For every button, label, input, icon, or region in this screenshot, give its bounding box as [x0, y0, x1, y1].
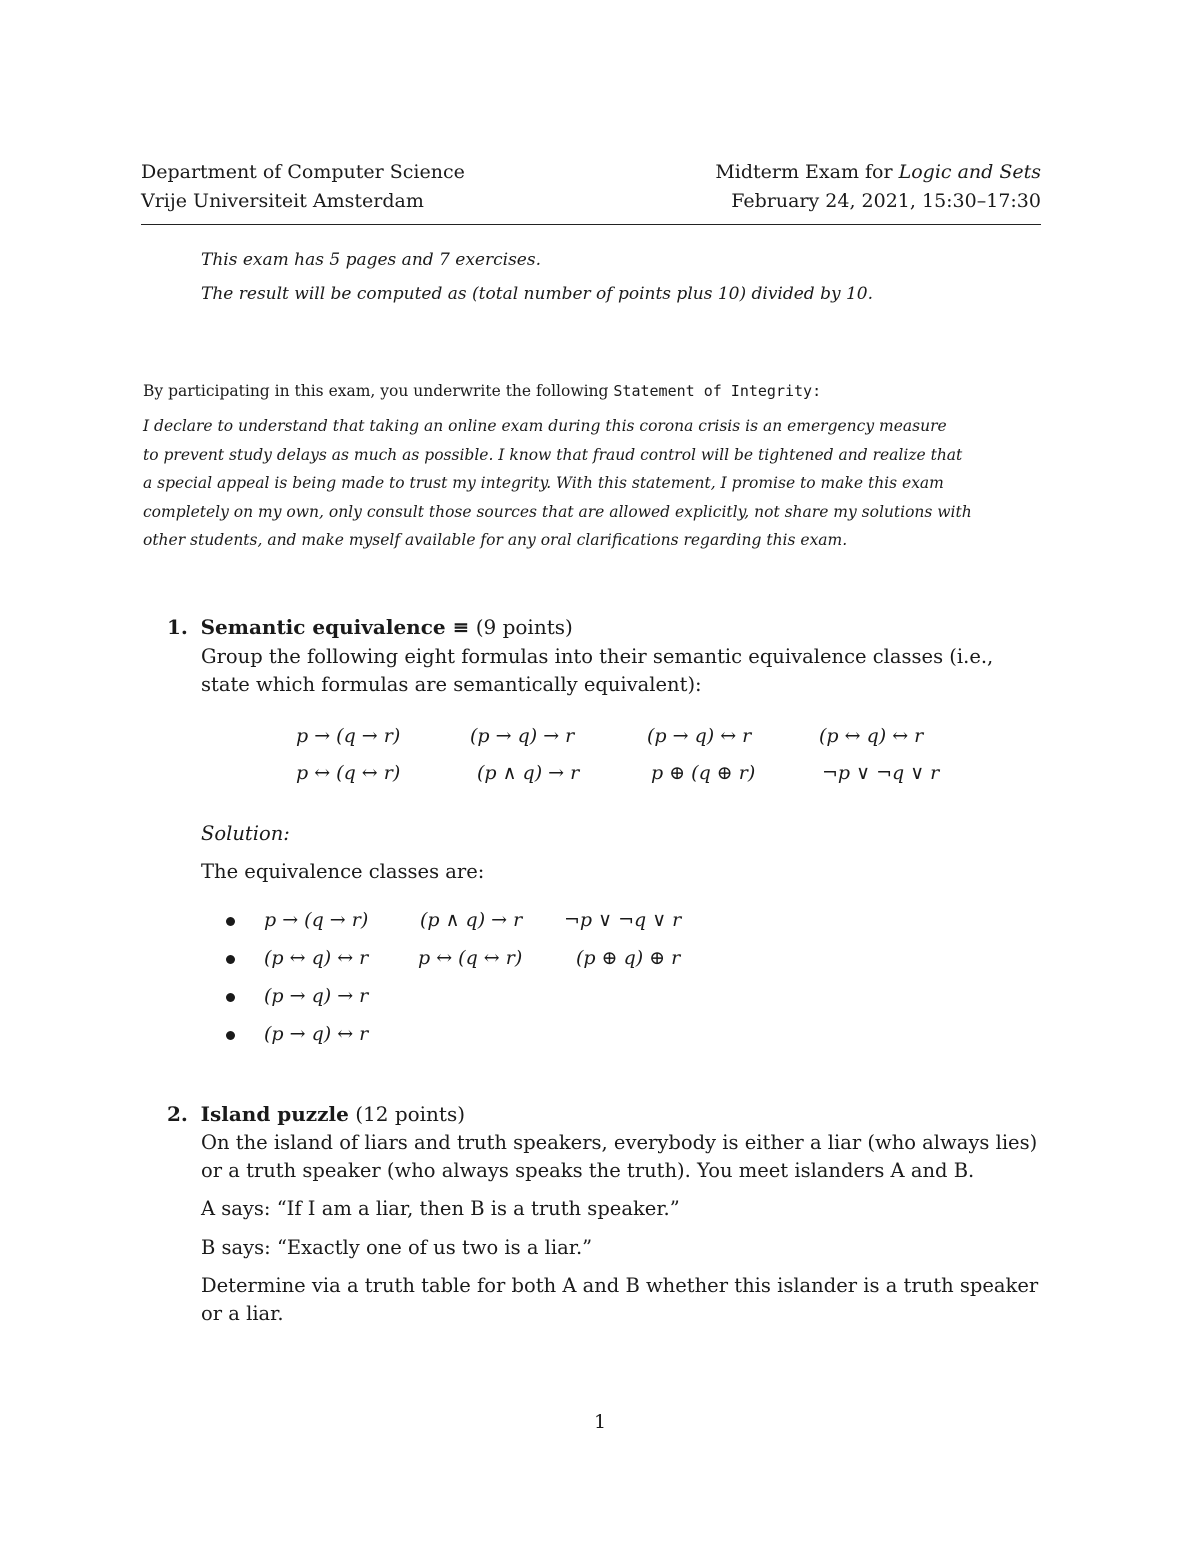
bullet	[226, 955, 235, 964]
statement-label: Statement of Integrity:	[613, 382, 822, 400]
solution-label: Solution:	[201, 822, 290, 845]
q2-title	[167, 1102, 465, 1126]
formula: (p → q) → r	[470, 725, 575, 747]
intro-line-1: This exam has 5 pages and 7 exercises.	[201, 250, 541, 270]
q2-a-says: A says: “If I am a liar, then B is a truth speaker.”	[201, 1197, 680, 1220]
formula: (p ∧ q) → r	[477, 762, 580, 784]
formula: p ⊕ (q ⊕ r)	[651, 762, 756, 784]
university: Vrije Universiteit Amsterdam	[141, 190, 424, 212]
integrity-line: completely on my own, only consult those sources that are allowed explicitly, not share my solutions with	[143, 503, 972, 521]
header-rule	[141, 224, 1041, 225]
q1-text: Group the following eight formulas into their semantic equivalence classes (i.e., state which formulas are semantically equivalent):	[201, 645, 994, 696]
q1-heading: Semantic equivalence ≡	[200, 615, 470, 639]
class-formula: (p ⊕ q) ⊕ r	[576, 947, 681, 969]
class-formula: (p → q) → r	[264, 985, 369, 1007]
class-formula: (p ∧ q) → r	[420, 909, 523, 931]
class-formula: (p → q) ↔ r	[264, 1023, 369, 1045]
class-formula: (p ↔ q) ↔ r	[264, 947, 369, 969]
bullet	[226, 993, 235, 1002]
exam-prefix: Midterm Exam for	[715, 161, 899, 183]
integrity-line: I declare to understand that taking an online exam during this corona crisis is an emergency measure	[143, 417, 947, 435]
q1-number: 1.	[167, 615, 188, 639]
q2-heading: Island puzzle	[200, 1102, 349, 1126]
integrity-lead	[143, 382, 1041, 400]
q2-line-3: Determine via a truth table for both A and B whether this islander is a truth speaker	[201, 1274, 1039, 1297]
q2-b-says: B says: “Exactly one of us two is a liar.”	[201, 1236, 593, 1259]
q2-line-1: On the island of liars and truth speakers, everybody is either a liar (who always lies)	[201, 1131, 1038, 1154]
integrity-lead-text: By participating in this exam, you underwrite the following	[143, 382, 614, 400]
formula: p → (q → r)	[296, 725, 401, 747]
exam-date: February 24, 2021, 15:30–17:30	[731, 190, 1041, 212]
course-name: Logic and Sets	[898, 161, 1041, 183]
class-formula: p → (q → r)	[264, 909, 369, 931]
formula: ¬p ∨ ¬q ∨ r	[822, 762, 940, 784]
formula: (p ↔ q) ↔ r	[819, 725, 924, 747]
formula: p ↔ (q ↔ r)	[296, 762, 401, 784]
q1-points: (9 points)	[475, 615, 573, 639]
integrity-line: to prevent study delays as much as possible. I know that fraud control will be tightened and realize that	[143, 446, 963, 464]
intro-line-2: The result will be computed as (total number of points plus 10) divided by 10.	[201, 284, 874, 304]
bullet	[226, 917, 235, 926]
q2-points: (12 points)	[355, 1102, 466, 1126]
class-formula: ¬p ∨ ¬q ∨ r	[564, 909, 682, 931]
q2-line-4: or a liar.	[201, 1302, 284, 1325]
integrity-line: a special appeal is being made to trust my integrity. With this statement, I promise to make this exam	[143, 474, 944, 492]
solution-intro: The equivalence classes are:	[201, 860, 485, 883]
class-formula: p ↔ (q ↔ r)	[418, 947, 523, 969]
q1-title	[167, 615, 573, 639]
bullet	[226, 1031, 235, 1040]
formula: (p → q) ↔ r	[647, 725, 752, 747]
q2-number: 2.	[167, 1102, 188, 1126]
page-number: 1	[593, 1411, 607, 1433]
department: Department of Computer Science	[141, 161, 465, 183]
integrity-line: other students, and make myself available for any oral clarifications regarding this exam.	[143, 531, 848, 549]
exam-title	[715, 161, 1041, 183]
q2-line-2: or a truth speaker (who always speaks the truth). You meet islanders A and B.	[201, 1159, 975, 1182]
